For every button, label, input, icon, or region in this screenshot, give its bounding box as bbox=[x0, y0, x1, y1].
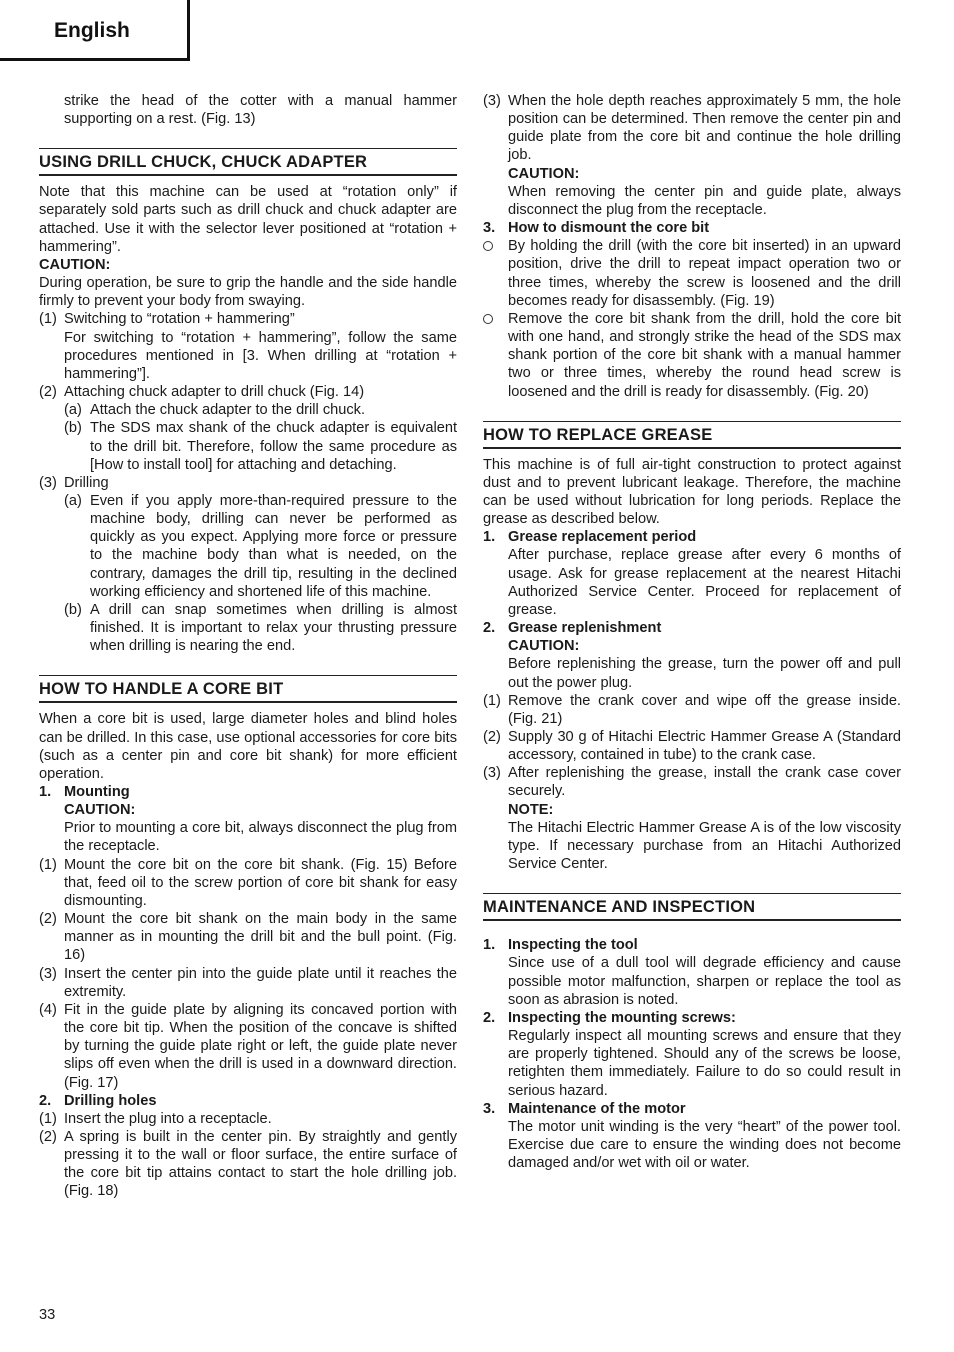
list-item bbox=[483, 692, 901, 728]
section-heading-grease: HOW TO REPLACE GREASE bbox=[483, 421, 901, 449]
language-label: English bbox=[54, 19, 130, 42]
item-number: (3) bbox=[39, 965, 57, 982]
item-text: Remove the crank cover and wipe off the grease inside. (Fig. 21) bbox=[508, 692, 901, 727]
heading-number: 2. bbox=[483, 1009, 496, 1026]
list-item bbox=[39, 383, 457, 401]
heading-text: Grease replacement period bbox=[508, 529, 697, 546]
numbered-heading bbox=[39, 783, 457, 801]
sub-list-item bbox=[39, 401, 457, 419]
maintenance-text: The motor unit winding is the very “heart” of the power tool. Exercise due care to ensure the winding does not become damaged and/or wet with oil or water. bbox=[508, 1118, 901, 1172]
sub-item-letter: (b) bbox=[64, 601, 82, 618]
item-number: (1) bbox=[39, 856, 57, 873]
numbered-heading bbox=[483, 1100, 901, 1118]
item-text: Supply 30 g of Hitachi Electric Hammer Grease A (Standard accessory, contained in tube) to the crank case. bbox=[508, 729, 901, 764]
bullet-item bbox=[483, 310, 901, 401]
numbered-heading bbox=[39, 1092, 457, 1110]
list-item bbox=[39, 910, 457, 964]
numbered-heading bbox=[483, 219, 901, 237]
heading-number: 1. bbox=[39, 784, 52, 800]
item-text: A spring is built in the center pin. By straightly and gently pressing it to the wall or floor surface, the entire surface of the core bit tip attains contact to start the hole drilling job. (Fig. 18) bbox=[64, 1128, 457, 1200]
left-column bbox=[39, 92, 457, 1201]
item-number: (2) bbox=[483, 729, 501, 745]
list-item bbox=[483, 764, 901, 873]
numbered-heading bbox=[483, 528, 901, 546]
sub-item-text: Attach the chuck adapter to the drill chuck. bbox=[90, 402, 366, 419]
heading-number: 1. bbox=[483, 937, 496, 954]
page-number: 33 bbox=[39, 1307, 56, 1323]
grease-period-text: After purchase, replace grease after every 6 months of usage. Ask for grease replacement at the nearest Hitachi Authorized Service Center. Proceed for replacement of grease. bbox=[508, 547, 901, 618]
item-number: (1) bbox=[483, 692, 501, 709]
item-number: (1) bbox=[39, 1110, 57, 1127]
sub-item-text: The SDS max shank of the chuck adapter is equivalent to the drill bit. Therefore, follow the same procedure as [How to install tool] for attaching and detaching. bbox=[90, 420, 457, 473]
section-heading-drill-chuck: USING DRILL CHUCK, CHUCK ADAPTER bbox=[39, 148, 457, 176]
list-item bbox=[39, 965, 457, 1001]
right-column bbox=[483, 92, 901, 1172]
sub-list-item bbox=[39, 492, 457, 601]
item-text: Insert the plug into a receptacle. bbox=[64, 1110, 272, 1127]
core-bit-intro: When a core bit is used, large diameter holes and blind holes can be drilled. In this case, use optional accessories for core bits (such as a center pin and core bit shank) for more efficient operation. bbox=[39, 711, 457, 782]
heading-text: Inspecting the mounting screws: bbox=[508, 1009, 736, 1026]
list-item bbox=[39, 856, 457, 910]
heading-number: 2. bbox=[483, 620, 496, 637]
item-text: When the hole depth reaches approximately 5 mm, the hole position can be determined. Then remove the center pin and guide plate from the core bit and continue the hole drilling job. bbox=[508, 93, 901, 164]
heading-text: Mounting bbox=[64, 784, 130, 800]
item-text: After replenishing the grease, install the crank case cover securely. bbox=[508, 765, 901, 800]
caution-text: When removing the center pin and guide plate, always disconnect the plug from the receptacle. bbox=[508, 183, 901, 218]
item-title: Switching to “rotation + hammering” bbox=[64, 311, 295, 328]
caution-label: CAUTION: bbox=[39, 256, 111, 273]
maintenance-text: Since use of a dull tool will degrade efficiency and cause possible motor malfunction, sharpen or replace the tool as soon as abrasion is noted. bbox=[508, 955, 901, 1008]
circle-bullet-icon bbox=[483, 241, 493, 251]
heading-text: Maintenance of the motor bbox=[508, 1100, 686, 1117]
language-tab bbox=[0, 0, 190, 61]
list-item bbox=[483, 728, 901, 764]
heading-number: 1. bbox=[483, 529, 496, 546]
caution-text: During operation, be sure to grip the handle and the side handle firmly to prevent your body from swaying. bbox=[39, 275, 457, 310]
heading-text: Inspecting the tool bbox=[508, 937, 638, 954]
item-number: (2) bbox=[39, 1128, 57, 1145]
heading-number: 3. bbox=[483, 220, 496, 237]
list-item bbox=[39, 1128, 457, 1201]
item-text: Mount the core bit on the core bit shank. (Fig. 15) Before that, feed oil to the screw portion of core bit shank for easy dismounting. bbox=[64, 856, 457, 909]
heading-text: Drilling holes bbox=[64, 1092, 157, 1109]
heading-text: Grease replenishment bbox=[508, 620, 662, 637]
caution-text: Prior to mounting a core bit, always disconnect the plug from the receptacle. bbox=[64, 820, 457, 855]
list-item bbox=[39, 1001, 457, 1092]
item-text: Mount the core bit shank on the main body in the same manner as in mounting the drill bit and the bull point. (Fig. 16) bbox=[64, 911, 457, 964]
bullet-text: By holding the drill (with the core bit inserted) in an upward position, drive the drill to repeat impact operation two or three times, whereby the screw is loosened and the drill becomes ready for disassembly. (Fig. 19) bbox=[508, 238, 901, 309]
section-heading-core-bit: HOW TO HANDLE A CORE BIT bbox=[39, 675, 457, 703]
bullet-text: Remove the core bit shank from the drill, hold the core bit with one hand, and strongly strike the head of the SDS max shank portion of the core bit shank with a manual hammer two or three times, whereby the round head screw is loosened and the drill is ready for disassembly. (Fig. 20) bbox=[508, 310, 901, 400]
item-text: Drilling bbox=[64, 474, 109, 491]
item-number: (1) bbox=[39, 311, 57, 328]
bullet-item bbox=[483, 237, 901, 310]
item-text: Attaching chuck adapter to drill chuck (Fig. 14) bbox=[64, 384, 365, 401]
item-text: Fit in the guide plate by aligning its concaved portion with the core bit tip. When the position of the concave is shifted by turning the guide plate right or left, the guide plate never slips off even when the drill is used in a downward direction. (Fig. 17) bbox=[64, 1001, 457, 1091]
caution-label: CAUTION: bbox=[508, 638, 580, 655]
item-number: (3) bbox=[483, 93, 501, 109]
caution-label: CAUTION: bbox=[64, 802, 136, 819]
list-item bbox=[39, 1110, 457, 1128]
item-number: (4) bbox=[39, 1001, 57, 1018]
maintenance-text: Regularly inspect all mounting screws and ensure that they are properly tightened. Should any of the screws be loose, retighten them immediately. Failure to do so could result in serious hazard. bbox=[508, 1028, 901, 1099]
list-item bbox=[483, 92, 901, 219]
circle-bullet-icon bbox=[483, 314, 493, 324]
item-number: (3) bbox=[39, 474, 57, 491]
heading-number: 2. bbox=[39, 1092, 52, 1109]
sub-item-text: Even if you apply more-than-required pressure to the machine body, drilling can never be performed as quickly as you expect. Applying more force or pressure to the machine body than what is needed, on the contrary, damages the drill tip, resulting in the declined working efficiency and shortened life of this machine. bbox=[90, 492, 457, 600]
sub-item-text: A drill can snap sometimes when drilling is almost finished. It is important to relax your thrusting pressure when drilling is nearing the end. bbox=[90, 601, 457, 655]
sub-list-item bbox=[39, 419, 457, 473]
item-text: Insert the center pin into the guide plate until it reaches the extremity. bbox=[64, 965, 457, 1000]
item-number: (2) bbox=[39, 911, 57, 928]
sub-item-letter: (b) bbox=[64, 420, 82, 437]
caution-text: Before replenishing the grease, turn the power off and pull out the power plug. bbox=[508, 656, 901, 691]
heading-text: How to dismount the core bit bbox=[508, 220, 710, 237]
sub-item-letter: (a) bbox=[64, 492, 82, 509]
numbered-heading bbox=[483, 619, 901, 637]
drill-chuck-note: Note that this machine can be used at “rotation only” if separately sold parts such as drill chuck and chuck adapter are attached. Use it with the selector lever positioned at “rotation + hammering”. bbox=[39, 184, 457, 255]
numbered-heading bbox=[483, 1009, 901, 1027]
item-text: For switching to “rotation + hammering”, follow the same procedures mentioned in [3. When drilling at “rotation + hammering”]. bbox=[64, 329, 457, 382]
list-item bbox=[39, 474, 457, 492]
heading-number: 3. bbox=[483, 1100, 496, 1117]
grease-intro: This machine is of full air-tight construction to protect against dust and to prevent lubricant leakage. Therefore, the machine can be used without lubrication for long periods. Replace the grease as described below. bbox=[483, 456, 901, 528]
item-number: (3) bbox=[483, 765, 501, 782]
numbered-heading bbox=[483, 936, 901, 954]
note-label: NOTE: bbox=[508, 801, 554, 818]
note-text: The Hitachi Electric Hammer Grease A is of the low viscosity type. If necessary purchase from an Hitachi Authorized Service Center. bbox=[508, 819, 901, 873]
sub-item-letter: (a) bbox=[64, 402, 82, 419]
item-number: (2) bbox=[39, 384, 57, 401]
list-item bbox=[39, 310, 457, 383]
intro-paragraph: strike the head of the cotter with a manual hammer supporting on a rest. (Fig. 13) bbox=[64, 93, 457, 128]
caution-label: CAUTION: bbox=[508, 165, 580, 182]
section-heading-maintenance: MAINTENANCE AND INSPECTION bbox=[483, 893, 901, 921]
sub-list-item bbox=[39, 601, 457, 655]
